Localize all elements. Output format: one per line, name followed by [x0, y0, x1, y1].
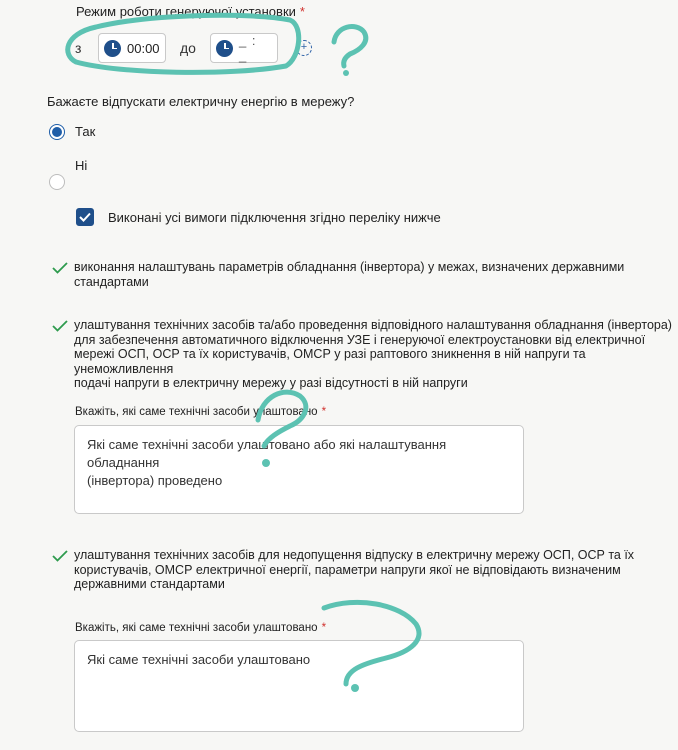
time-to-placeholder: _ : _: [239, 33, 257, 63]
annotation-question-mark: [334, 27, 366, 66]
requirement-3-line: державними стандартами: [74, 577, 225, 591]
requirement-2-line: улаштування технічних засобів та/або проведення відповідного налаштування обладнання (інвертора): [74, 318, 672, 332]
requirement-3-text: [74, 548, 634, 592]
field-1-label-text: Вкажіть, які саме технічні засоби улаштовано: [75, 406, 318, 418]
check-icon: [52, 320, 68, 332]
field-2-placeholder: Які саме технічні засоби улаштовано: [87, 652, 311, 667]
requirement-2-text: [74, 318, 678, 391]
requirement-3-line: улаштування технічних засобів для недопущення відпуску в електричну мережу ОСП, ОСР та їх: [74, 548, 635, 562]
radio-no-label: Ні: [75, 158, 88, 173]
requirement-3-line: користувачів, ОМСР електричної енергії, параметри напруги якої не відповідають визначеним: [74, 562, 621, 577]
requirement-2-line: для забезпечення автоматичного відключення УЗЕ і генеруючої електроустановки від електричної: [74, 332, 646, 347]
generator-mode-label: [76, 4, 305, 19]
check-icon: [52, 262, 68, 274]
requirement-2-line: мережі ОСП, ОСР та їх користувачів, ОМСР у разі раптового зникнення в ній напруги та унеможливлення: [74, 347, 586, 376]
field-2-label: [75, 622, 326, 634]
time-from-value: 00:00: [127, 40, 160, 56]
field-2-textarea[interactable]: [74, 640, 524, 732]
time-to-input[interactable]: [210, 33, 278, 63]
required-mark: *: [299, 4, 305, 19]
clock-icon: [104, 40, 121, 57]
checkbox-check-icon: [79, 212, 91, 222]
radio-no[interactable]: [49, 174, 65, 190]
requirement-1-line: стандартами: [74, 274, 149, 289]
requirement-2-line: подачі напруги в електричну мережу у разі відсутності в ній напруги: [74, 376, 468, 390]
time-to-prefix: до: [180, 40, 196, 56]
all-requirements-label: Виконані усі вимоги підключення згідно переліку нижче: [108, 210, 441, 225]
generator-mode-label-text: Режим роботи генеруючої установки: [76, 4, 296, 19]
required-mark: *: [321, 622, 327, 634]
field-1-label: [75, 406, 326, 418]
radio-yes-label: Так: [75, 124, 96, 139]
field-1-placeholder-line: (інвертора) проведено: [87, 473, 223, 488]
required-mark: *: [321, 406, 327, 418]
add-time-interval-button[interactable]: +: [296, 40, 312, 56]
field-1-placeholder-line: Які саме технічні засоби улаштовано або які налаштування обладнання: [87, 437, 447, 470]
export-question-label: Бажаєте відпускати електричну енергію в мережу?: [47, 94, 355, 109]
time-from-prefix: з: [75, 40, 82, 56]
requirement-1-line: виконання налаштувань параметрів обладнання (інвертора) у межах, визначених державними: [74, 260, 625, 274]
check-icon: [52, 550, 68, 562]
requirement-1-text: [74, 260, 624, 289]
time-from-input[interactable]: [98, 33, 166, 63]
all-requirements-checkbox[interactable]: [76, 208, 94, 226]
clock-icon: [216, 40, 233, 57]
annotation-dot: [343, 70, 349, 76]
radio-yes[interactable]: [49, 124, 65, 140]
field-2-label-text: Вкажіть, які саме технічні засоби улаштовано: [75, 622, 318, 634]
field-1-textarea[interactable]: [74, 425, 524, 514]
